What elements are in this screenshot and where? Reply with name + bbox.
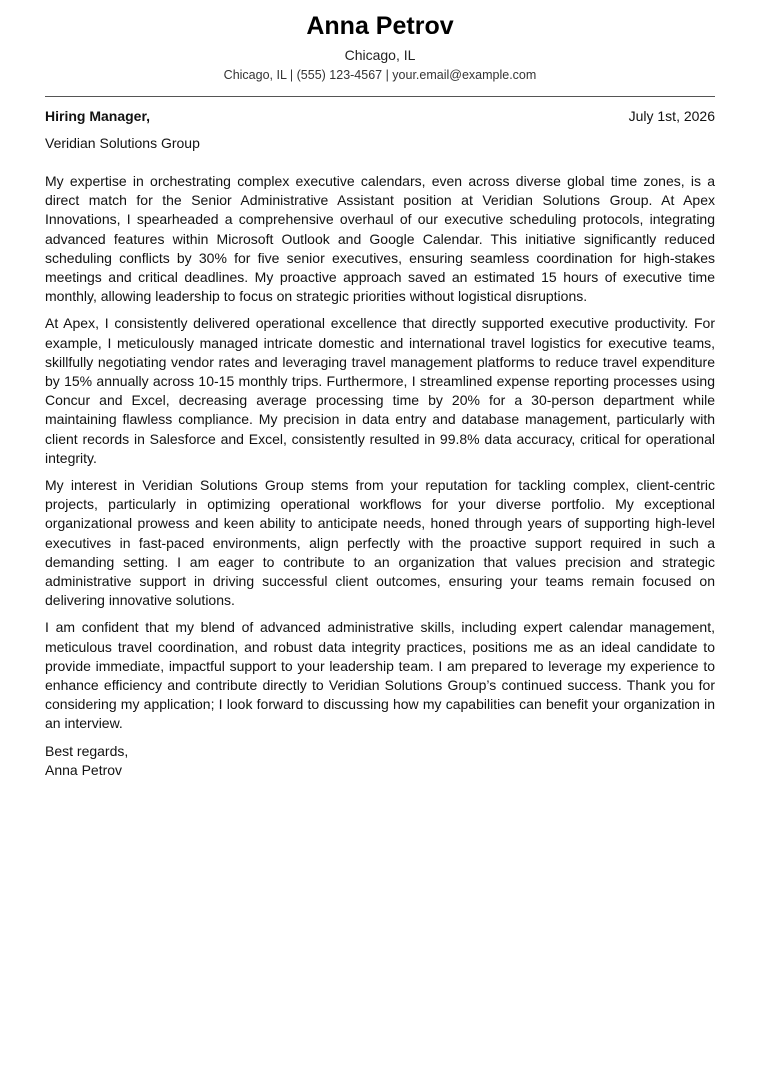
recipient-company: Veridian Solutions Group <box>45 135 200 151</box>
recipient-row <box>45 107 715 126</box>
letter-header <box>45 11 715 83</box>
applicant-contact-line: Chicago, IL | (555) 123-4567 | your.email@example.com <box>223 68 537 82</box>
cover-letter-page <box>45 0 715 780</box>
letter-closing <box>45 742 715 780</box>
body-paragraph: At Apex, I consistently delivered operational excellence that directly supported executive productivity. For example, I meticulously managed intricate domestic and international travel logistics for executive teams, skillfully negotiating vendor rates and leveraging travel management platforms to reduce travel expenditure by 15% annually across 10-15 monthly trips. Furthermore, I streamlined expense reporting processes using Concur and Excel, decreasing average processing time by 20% for a 30-person department while maintaining flawless compliance. My precision in data entry and database management, particularly with client records in Salesforce and Excel, consistently resulted in 99.8% data accuracy, critical for operational integrity. <box>45 315 715 466</box>
body-paragraph: I am confident that my blend of advanced administrative skills, including expert calendar management, meticulous travel coordination, and robust data integrity practices, positions me as an ideal candidate to provide immediate, impactful support to your leadership team. I am prepared to leverage my experience to enhance efficiency and contribute directly to Veridian Solutions Group’s continued success. Thank you for considering my application; I look forward to discussing how my capabilities can benefit your organization in an interview. <box>45 619 715 732</box>
valediction: Best regards, <box>45 742 129 759</box>
body-paragraph: My expertise in orchestrating complex executive calendars, even across diverse global time zones, is a direct match for the Senior Administrative Assistant position at Veridian Solutions Group. At Apex Innovations, I spearheaded a comprehensive overhaul of our executive scheduling protocols, integrating advanced features within Microsoft Outlook and Google Calendar. This initiative significantly reduced scheduling conflicts by 30% for five senior executives, ensuring seamless coordination for high-stakes meetings and critical deadlines. My proactive approach saved an estimated 15 hours of executive time monthly, allowing leadership to focus on strategic priorities without logistical disruptions. <box>45 173 715 305</box>
header-divider <box>45 96 715 97</box>
salutation: Hiring Manager, <box>45 108 151 124</box>
letter-body <box>45 172 715 734</box>
applicant-name: Anna Petrov <box>306 12 454 40</box>
body-paragraph: My interest in Veridian Solutions Group stems from your reputation for tackling complex, client-centric projects, particularly in optimizing operational workflows for your diverse portfolio. My exceptional organizational prowess and keen ability to anticipate needs, honed through years of supporting high-level executives in fast-paced environments, align perfectly with the proactive support required in such a demanding setting. I am eager to contribute to an organization that values precision and strategic administrative support in driving successful client outcomes, ensuring your teams remain focused on delivering innovative solutions. <box>45 477 715 609</box>
applicant-city: Chicago, IL <box>344 47 416 63</box>
letter-date: July 1st, 2026 <box>628 108 715 124</box>
signature-name: Anna Petrov <box>45 761 123 778</box>
